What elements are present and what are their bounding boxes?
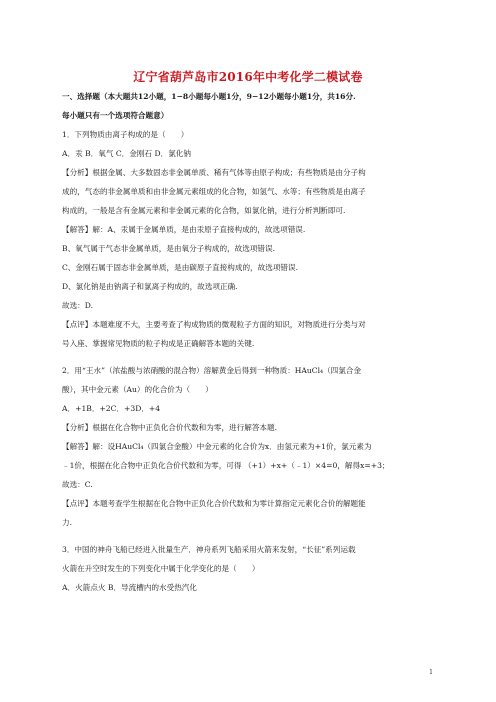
q1-solution-line: B、氧气属于气态非金属单质，是由氧分子构成的，故选项错误.	[62, 244, 276, 253]
question-1-text: 1．下列物质由离子构成的是（ ）	[62, 130, 189, 139]
q1-solution-line: 故选：D.	[62, 301, 94, 310]
document-body	[62, 87, 440, 597]
q1-comment-line: 【点评】本题难度不大，主要考查了构成物质的微观粒子方面的知识，对物质进行分类与对	[62, 320, 366, 329]
question-2-text: 酸），其中金元素（Au）的化合价为（ ）	[62, 385, 213, 394]
question-1-options: A．汞 B．氧气 C．金刚石 D．氯化钠	[62, 149, 191, 158]
q1-analysis-line: 成的，气态的非金属单质和由非金属元素组成的化合物，如氢气、水等；有些物质是由离子	[62, 187, 366, 196]
q1-analysis-line: 【分析】根据金属、大多数固态非金属单质、稀有气体等由原子构成；有些物质是由分子构	[62, 168, 366, 177]
q1-comment-line: 号入座、掌握常见物质的粒子构成是正确解答本题的关键.	[62, 339, 255, 348]
q2-analysis-line: 【分析】根据在化合物中正负化合价代数和为零，进行解答本题.	[62, 423, 278, 432]
section-heading-line: 一、选择题（本大题共12小题，1−8小题每小题1分，9−12小题每小题1分，共16分.	[62, 92, 356, 101]
q2-comment-line: 【点评】本题考查学生根据在化合物中正负化合价代数和为零计算指定元素化合价的解题能	[62, 499, 366, 508]
q2-solution-line: 故选：C.	[62, 480, 93, 489]
section-heading-line: 每小题只有一个选项符合题意）	[62, 111, 169, 120]
question-2-text: 2．用“王水”（浓盐酸与浓硝酸的混合物）溶解黄金后得到一种物质：HAuCl₄（四氯合金	[62, 366, 362, 375]
q1-analysis-line: 构成的，一般是含有金属元素和非金属元素的化合物，如氯化钠，进行分析判断即可.	[62, 206, 346, 215]
page-title: 辽宁省葫芦岛市2016年中考化学二模试卷	[133, 70, 363, 84]
q2-comment-line: 力.	[62, 518, 73, 527]
q1-solution-line: C、金刚石属于固态非金属单质，是由碳原子直接构成的，故选项错误.	[62, 263, 299, 272]
question-3-options: A．火箭点火 B．导流槽内的水受热汽化	[62, 583, 197, 592]
q1-solution-line: 【解答】解：A、汞属于金属单质，是由汞原子直接构成的，故选项错误.	[62, 225, 306, 234]
question-2-options: A．+1B．+2C．+3D．+4	[62, 404, 161, 413]
q2-solution-line: ﹣1价，根据在化合物中正负化合价代数和为零，可得 （+1）+x+（﹣1）×4=0，解得x=+3；	[62, 461, 390, 470]
question-3-text: 3．中国的神舟飞船已经进入批量生产．神舟系列飞船采用火箭来发射，“长征”系列运载	[62, 545, 356, 554]
page-number: 1	[429, 669, 433, 676]
q2-solution-line: 【解答】解：设HAuCl₄（四氯合金酸）中金元素的化合价为x．由氢元素为+1价，氯元素为	[62, 442, 372, 451]
q1-solution-line: D、氯化钠是由钠离子和氯离子构成的，故选项正确.	[62, 282, 238, 291]
question-3-text: 火箭在升空时发生的下列变化中属于化学变化的是（ ）	[62, 564, 260, 573]
